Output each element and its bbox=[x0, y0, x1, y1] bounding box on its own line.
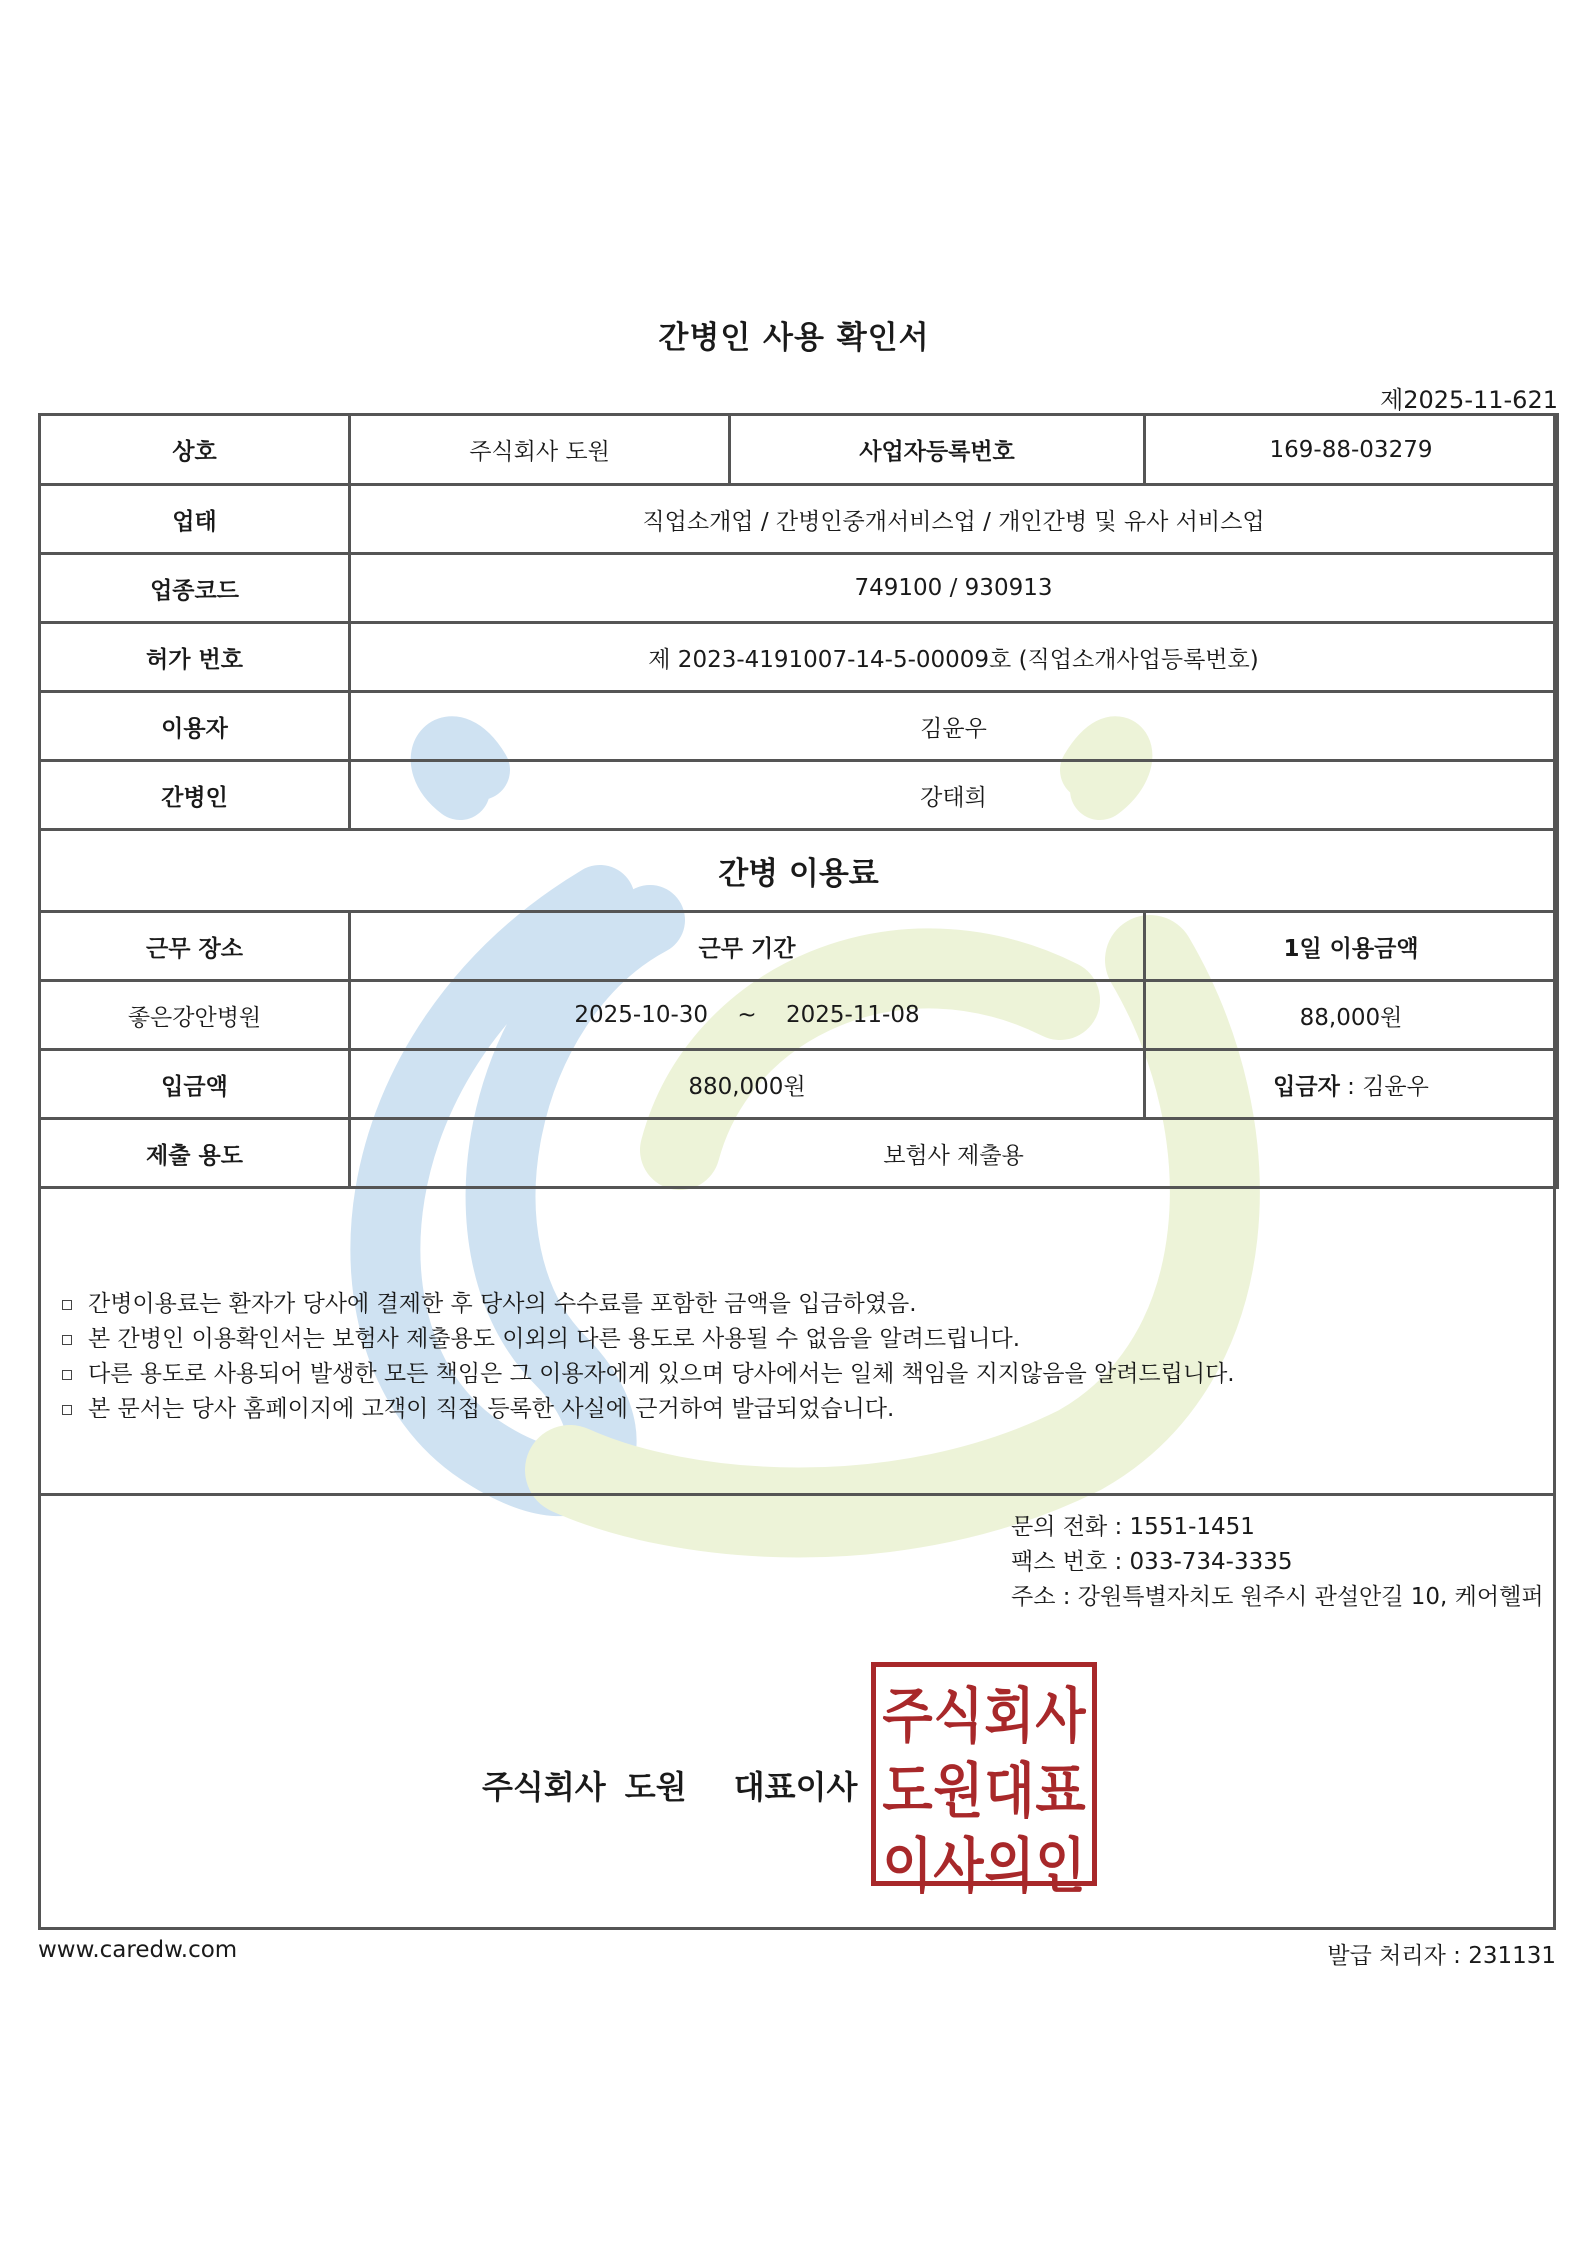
deposit-value: 880,000원 bbox=[350, 1050, 1145, 1119]
period-start: 2025-10-30 bbox=[574, 1002, 709, 1028]
contact-phone: 문의 전화 : 1551-1451 bbox=[1011, 1514, 1255, 1540]
info-table bbox=[38, 413, 1559, 1189]
deposit-row bbox=[40, 1050, 1558, 1119]
note-item: 다른 용도로 사용되어 발생한 모든 책임은 그 이용자에게 있으며 당사에서는 일체 책임을 지지않음을 알려드립니다. bbox=[62, 1357, 1235, 1392]
depositor-separator: : bbox=[1347, 1073, 1355, 1100]
industry-code-value: 749100 / 930913 bbox=[350, 554, 1558, 623]
fee-data-row bbox=[40, 981, 1558, 1050]
industry-code-row bbox=[40, 554, 1558, 623]
license-value: 제 2023-4191007-14-5-00009호 (직업소개사업등록번호) bbox=[350, 623, 1558, 692]
caregiver-value: 강태희 bbox=[350, 761, 1558, 830]
fee-section-title: 간병 이용료 bbox=[40, 830, 1558, 912]
depositor-value: 김윤우 bbox=[1362, 1073, 1429, 1100]
notes-list bbox=[62, 1287, 1235, 1427]
signature-title: 대표이사 bbox=[733, 1768, 858, 1806]
daily-fee-value: 88,000원 bbox=[1145, 981, 1558, 1050]
business-reg-value: 169-88-03279 bbox=[1145, 415, 1558, 485]
note-item: 간병이용료는 환자가 당사에 결제한 후 당사의 수수료를 포함한 금액을 입금하였음. bbox=[62, 1287, 1235, 1322]
company-value: 주식회사 도원 bbox=[350, 415, 730, 485]
purpose-label: 제출 용도 bbox=[40, 1119, 350, 1188]
document-title: 간병인 사용 확인서 bbox=[658, 320, 930, 356]
period-header: 근무 기간 bbox=[350, 912, 1145, 981]
user-row bbox=[40, 692, 1558, 761]
period-tilde: ~ bbox=[737, 1002, 757, 1028]
contact-fax: 팩스 번호 : 033-734-3335 bbox=[1011, 1549, 1293, 1575]
period-value bbox=[350, 981, 1145, 1050]
deposit-label: 입금액 bbox=[40, 1050, 350, 1119]
note-item: 본 문서는 당사 홈페이지에 고객이 직접 등록한 사실에 근거하여 발급되었습니다. bbox=[62, 1392, 1235, 1427]
note-item: 본 간병인 이용확인서는 보험사 제출용도 이외의 다른 용도로 사용될 수 없음을 알려드립니다. bbox=[62, 1322, 1235, 1357]
fee-section-row bbox=[40, 830, 1558, 912]
company-label: 상호 bbox=[40, 415, 350, 485]
section-divider bbox=[38, 1493, 1556, 1496]
bullet-icon bbox=[62, 1300, 72, 1310]
user-label: 이용자 bbox=[40, 692, 350, 761]
license-label: 허가 번호 bbox=[40, 623, 350, 692]
caregiver-label: 간병인 bbox=[40, 761, 350, 830]
user-value: 김윤우 bbox=[350, 692, 1558, 761]
signature-line bbox=[482, 1762, 857, 1808]
depositor-label: 입금자 bbox=[1273, 1073, 1340, 1100]
industry-code-label: 업종코드 bbox=[40, 554, 350, 623]
signature-company: 주식회사 도원 bbox=[482, 1768, 687, 1806]
bullet-icon bbox=[62, 1370, 72, 1380]
business-type-label: 업태 bbox=[40, 485, 350, 554]
contact-info bbox=[1011, 1510, 1544, 1615]
contact-address: 주소 : 강원특별자치도 원주시 관설안길 10, 케어헬퍼 bbox=[1011, 1584, 1544, 1610]
company-seal: 주 식 회 사 도 원 대 표 이 사 의 인 bbox=[871, 1662, 1097, 1886]
purpose-value: 보험사 제출용 bbox=[350, 1119, 1558, 1188]
daily-fee-header: 1일 이용금액 bbox=[1145, 912, 1558, 981]
caregiver-row bbox=[40, 761, 1558, 830]
bullet-icon bbox=[62, 1335, 72, 1345]
license-row bbox=[40, 623, 1558, 692]
place-value: 좋은강안병원 bbox=[40, 981, 350, 1050]
document-number: 제2025-11-621 bbox=[1380, 386, 1558, 414]
business-type-row bbox=[40, 485, 1558, 554]
business-reg-label: 사업자등록번호 bbox=[730, 415, 1145, 485]
purpose-row bbox=[40, 1119, 1558, 1188]
depositor-cell bbox=[1145, 1050, 1558, 1119]
footer-issuer: 발급 처리자 : 231131 bbox=[1327, 1943, 1556, 1969]
company-row bbox=[40, 415, 1558, 485]
bullet-icon bbox=[62, 1405, 72, 1415]
period-end: 2025-11-08 bbox=[785, 1002, 920, 1028]
fee-header-row bbox=[40, 912, 1558, 981]
footer-website[interactable]: www.caredw.com bbox=[38, 1937, 238, 1963]
place-header: 근무 장소 bbox=[40, 912, 350, 981]
business-type-value: 직업소개업 / 간병인중개서비스업 / 개인간병 및 유사 서비스업 bbox=[350, 485, 1558, 554]
